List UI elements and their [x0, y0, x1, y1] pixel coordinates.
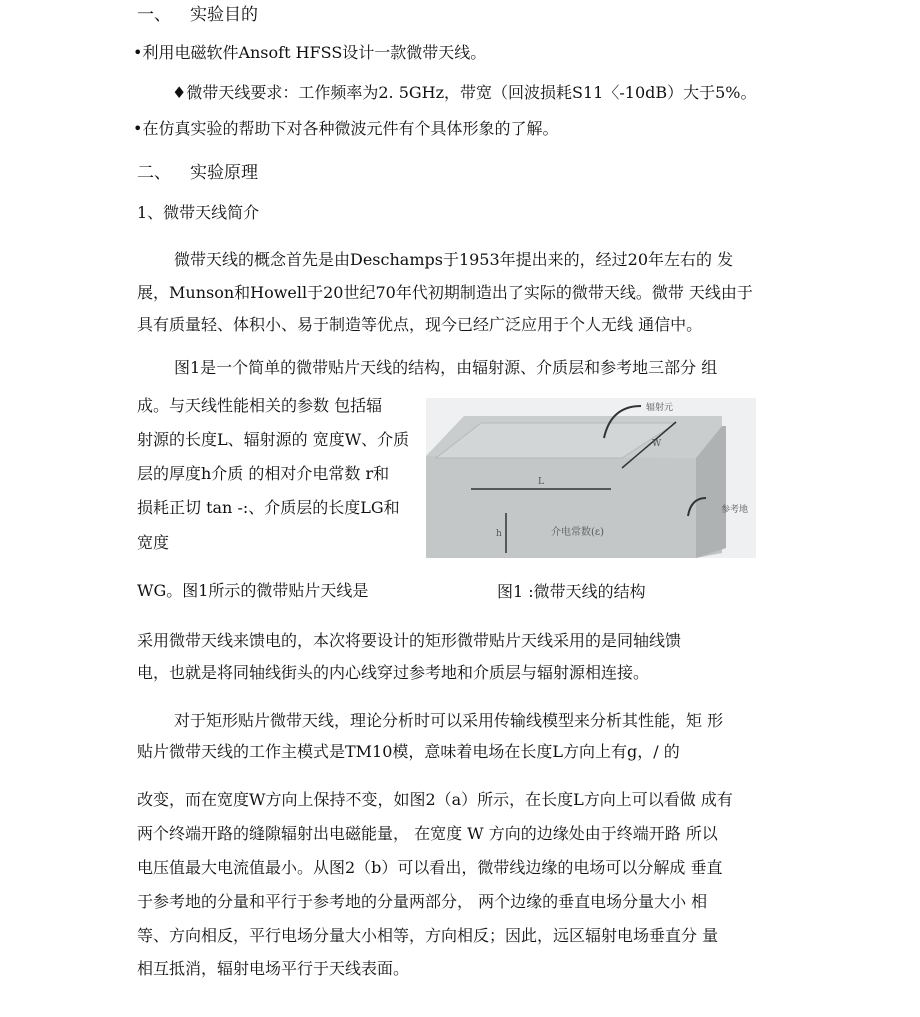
paragraph-line: 于参考地的分量和平行于参考地的分量两部分， 两个边缘的垂直电场分量大小 相 [137, 892, 708, 911]
figure-caption: 图1 :微带天线的结构 [497, 582, 646, 601]
microstrip-antenna-figure [426, 398, 756, 558]
label-width: W [652, 439, 662, 449]
antenna-structure-diagram [426, 398, 756, 558]
objective-item: •在仿真实验的帮助下对各种微波元件有个具体形象的了解。 [133, 119, 559, 138]
label-ground: 参考地 [721, 505, 749, 515]
label-height: h [496, 529, 502, 539]
paragraph-line: 电压值最大电流值最小。从图2（b）可以看出，微带线边缘的电场可以分解成 垂直 [137, 858, 723, 877]
section2-number: 二、 [137, 163, 171, 183]
paragraph-line: 展，Munson和Howell于20世纪70年代初期制造出了实际的微带天线。微带 天线由于 [137, 283, 753, 302]
section2-title: 实验原理 [190, 163, 258, 183]
paragraph-line: 两个终端开路的缝隙辐射出电磁能量， 在宽度 W 方向的边缘处由于终端开路 所以 [137, 824, 718, 843]
paragraph-line: 对于矩形贴片微带天线，理论分析时可以采用传输线模型来分析其性能，矩 形 [174, 711, 724, 730]
paragraph-line: 贴片微带天线的工作主模式是TM10模，意味着电场在长度L方向上有g，/ 的 [137, 742, 680, 761]
objective-subitem: ♦微带天线要求：工作频率为2. 5GHz，带宽（回波损耗S11〈-10dB）大于5%。 [172, 83, 757, 102]
section1-title: 实验目的 [190, 5, 258, 25]
paragraph-line: 采用微带天线来馈电的，本次将要设计的矩形微带贴片天线采用的是同轴线馈 [137, 631, 682, 650]
section1-number: 一、 [137, 5, 171, 25]
paragraph-line: 微带天线的概念首先是由Deschamps于1953年提出来的，经过20年左右的 发 [174, 250, 734, 269]
paragraph-line: 等、方向相反，平行电场分量大小相等，方向相反；因此，远区辐射电场垂直分 量 [137, 926, 719, 945]
paragraph-line: WG。图1所示的微带贴片天线是 [137, 581, 369, 600]
paragraph-line: 层的厚度h介质 的相对介电常数 r和 [137, 464, 390, 483]
objective-item: •利用电磁软件Ansoft HFSS设计一款微带天线。 [133, 43, 487, 62]
label-length: L [538, 477, 544, 487]
label-radiator: 辐射元 [646, 403, 674, 413]
paragraph-line: 损耗正切 tan -:、介质层的长度LG和 [137, 498, 400, 517]
paragraph-line: 电，也就是将同轴线街头的内心线穿过参考地和介质层与辐射源相连接。 [137, 663, 650, 682]
paragraph-line: 射源的长度L、辐射源的 宽度W、介质 [137, 430, 410, 449]
paragraph-line: 改变，而在宽度W方向上保持不变，如图2（a）所示，在长度L方向上可以看做 成有 [137, 790, 733, 809]
paragraph-line: 成。与天线性能相关的参数 包括辐 [137, 396, 383, 415]
paragraph-line: 具有质量轻、体积小、易于制造等优点，现今已经广泛应用于个人无线 通信中。 [137, 315, 703, 334]
paragraph-line: 相互抵消，辐射电场平行于天线表面。 [137, 959, 410, 978]
paragraph-line: 图1是一个简单的微带贴片天线的结构，由辐射源、介质层和参考地三部分 组 [174, 358, 718, 377]
paragraph-line: 宽度 [137, 533, 170, 552]
subsection-heading: 1、微带天线简介 [137, 203, 260, 222]
label-dielectric: 介电常数(ε) [551, 527, 604, 538]
